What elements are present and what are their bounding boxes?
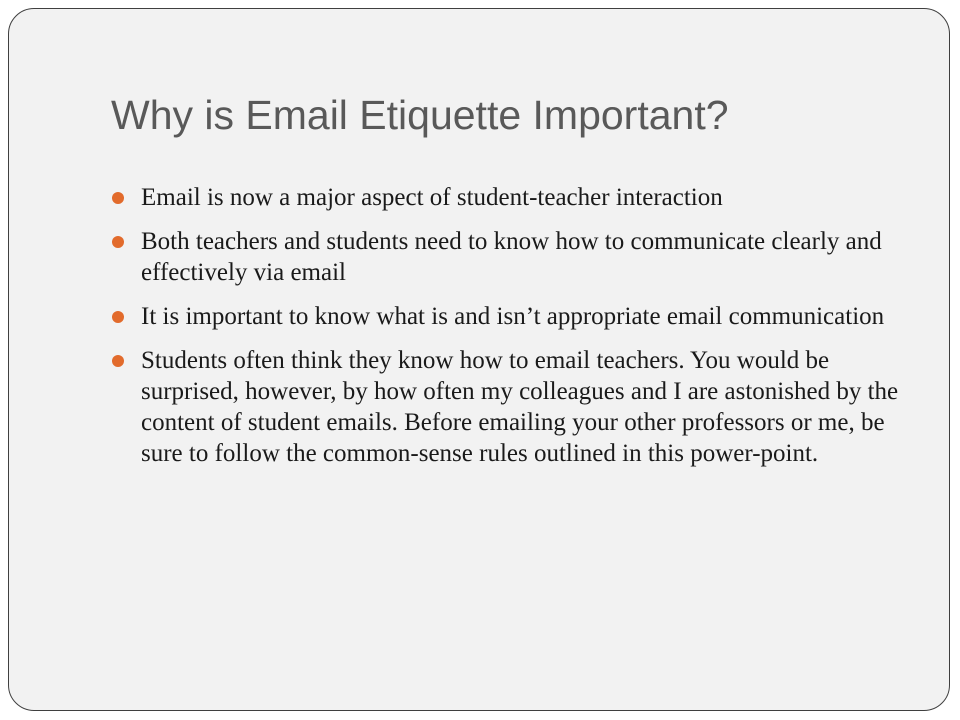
slide-title: Why is Email Etiquette Important? <box>111 92 729 138</box>
slide <box>8 8 950 711</box>
bullet-text: Email is now a major aspect of student-teacher interaction <box>141 184 723 211</box>
bullet-dot-icon <box>112 355 124 367</box>
bullet-text: Students often think they know how to email teachers. You would be surprised, however, by how often my colleagues and I are astonished by the content of student emails. Before emailing your other professors or me, be sure to follow the common-sense rules outlined in this power-point. <box>141 347 899 467</box>
bullet-dot-icon <box>112 311 124 323</box>
bullet-dot-icon <box>112 192 124 204</box>
bullet-dot-icon <box>112 236 124 248</box>
bullet-list <box>107 182 907 482</box>
bullet-item <box>107 345 907 469</box>
bullet-item <box>107 226 907 288</box>
bullet-text: Both teachers and students need to know how to communicate clearly and effectively via email <box>141 228 882 286</box>
bullet-item <box>107 301 907 332</box>
bullet-item <box>107 182 907 213</box>
bullet-text: It is important to know what is and isn’t appropriate email communication <box>141 303 885 330</box>
